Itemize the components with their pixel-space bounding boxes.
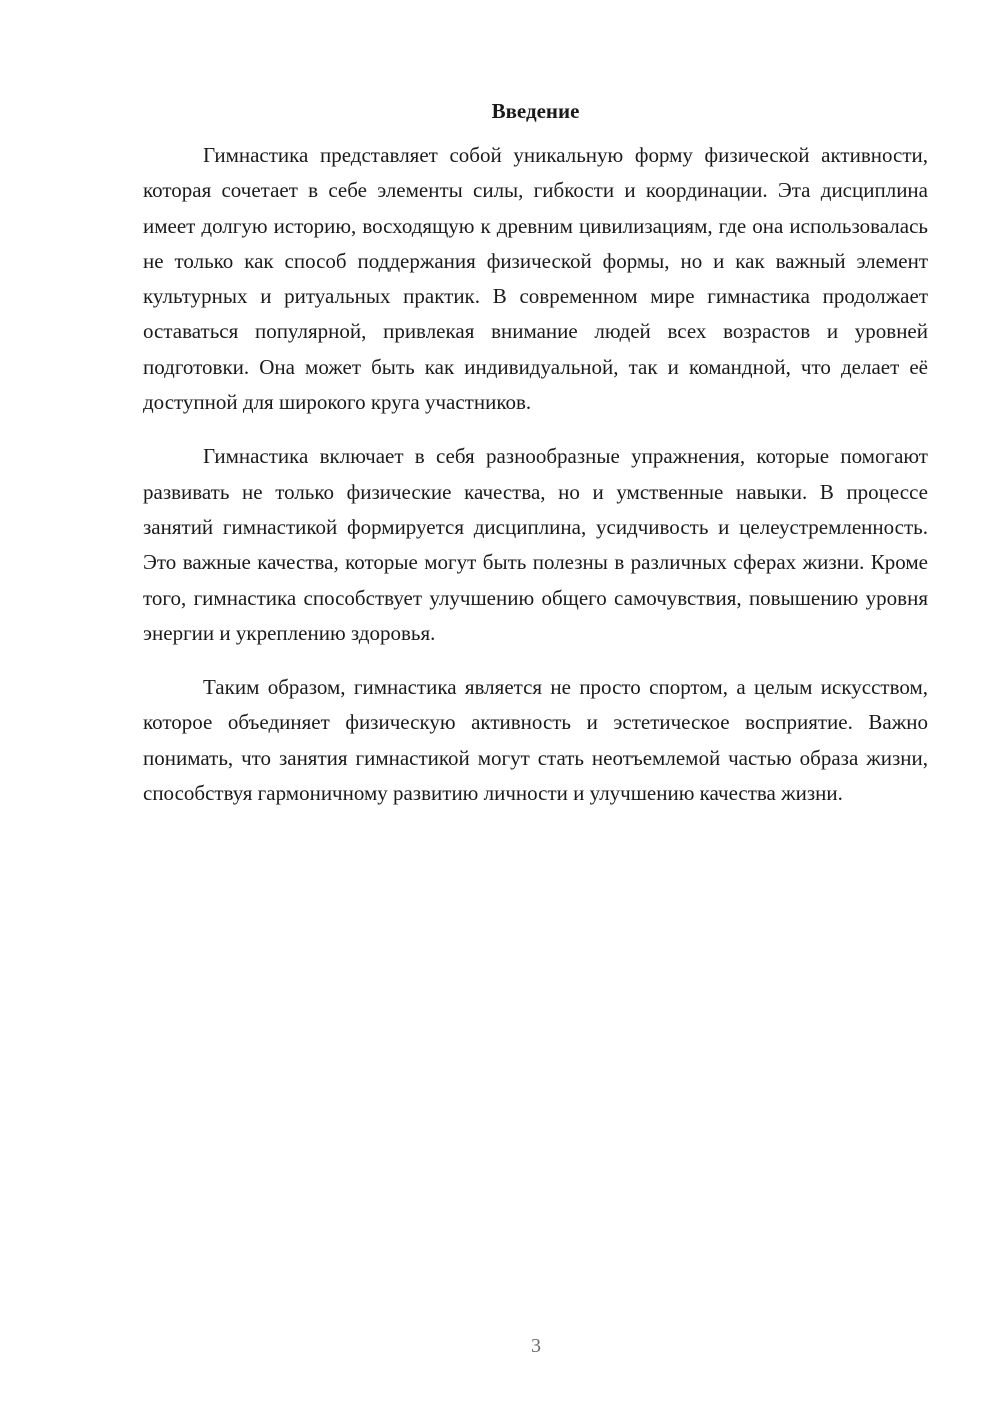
section-heading: Введение <box>491 99 580 123</box>
paragraph-1: Гимнастика представляет собой уникальную форму физической активности, которая сочетает в себе элементы силы, гибкости и координации. Эта дисциплина имеет долгую историю, восходящую к древним цивилизациям, где она использовалась не только как способ поддержания физической формы, но и как важный элемент культурных и ритуальных практик. В современном мире гимнастика продолжает оставаться популярной, привлекая внимание людей всех возрастов и уровней подготовки. Она может быть как индивидуальной, так и командной, что делает её доступной для широкого круга участников. <box>143 143 928 415</box>
paragraph-2: Гимнастика включает в себя разнообразные упражнения, которые помогают развивать не только физические качества, но и умственные навыки. В процессе занятий гимнастикой формируется дисциплина, усидчивость и целеустремленность. Это важные качества, которые могут быть полезны в различных сферах жизни. Кроме того, гимнастика способствует улучшению общего самочувствия, повышению уровня энергии и укреплению здоровья. <box>143 444 928 645</box>
page-content <box>143 96 928 830</box>
page-number: 3 <box>531 1335 541 1357</box>
paragraph-3: Таким образом, гимнастика является не просто спортом, а целым искусством, которое объединяет физическую активность и эстетическое восприятие. Важно понимать, что занятия гимнастикой могут стать неотъемлемой частью образа жизни, способствуя гармоничному развитию личности и улучшению качества жизни. <box>143 675 928 806</box>
